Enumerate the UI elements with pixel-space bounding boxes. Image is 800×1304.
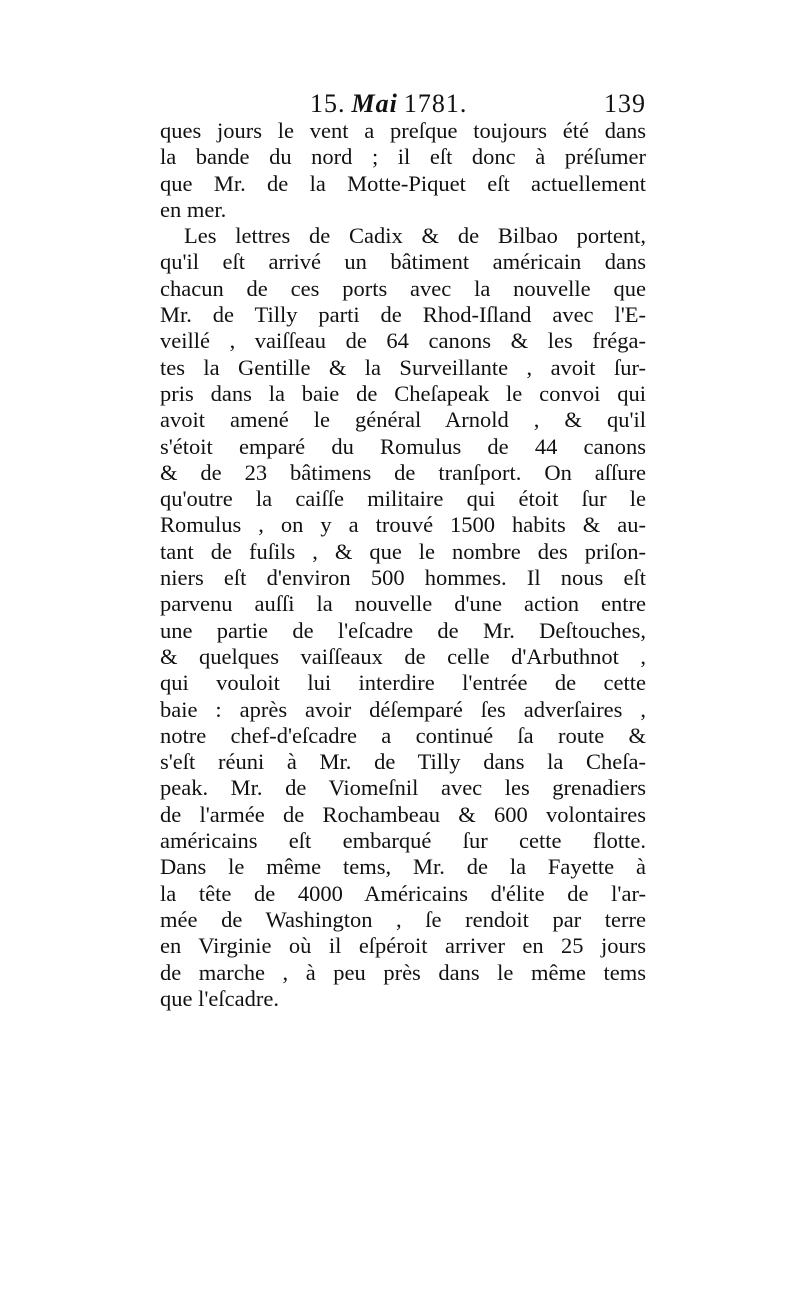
text-line: Mr. de Tilly parti de Rhod-Iſland avec l'E- — [160, 302, 646, 328]
text-line: que l'eſcadre. — [160, 985, 279, 1011]
text-line: qu'il eſt arrivé un bâtiment américain dans — [160, 249, 646, 275]
text-line: avoit amené le général Arnold , & qu'il — [160, 407, 646, 433]
body-text — [160, 118, 646, 1012]
text-line: la tête de 4000 Américains d'élite de l'ar- — [160, 880, 646, 906]
text-line: de marche , à peu près dans le même tems — [160, 959, 646, 985]
text-line: peak. Mr. de Viomeſnil avec les grenadiers — [160, 775, 646, 801]
date-day: 15. — [310, 89, 346, 118]
text-line: baie : après avoir déſemparé ſes adverſaires , — [160, 696, 646, 722]
paragraph — [160, 223, 646, 1012]
text-line: pris dans la baie de Cheſapeak le convoi qui — [160, 380, 646, 406]
text-line: niers eſt d'environ 500 hommes. Il nous eſt — [160, 565, 646, 591]
text-line: tes la Gentille & la Surveillante , avoit ſur- — [160, 354, 646, 380]
text-line: notre chef-d'eſcadre a continué ſa route & — [160, 722, 646, 748]
page-number: 139 — [604, 89, 646, 118]
text-line: mée de Washington , ſe rendoit par terre — [160, 906, 646, 932]
running-head — [160, 86, 646, 122]
text-line: Romulus , on y a trouvé 1500 habits & au- — [160, 512, 646, 538]
text-line: s'étoit emparé du Romulus de 44 canons — [160, 433, 646, 459]
text-line: qui vouloit lui interdire l'entrée de cette — [160, 670, 646, 696]
text-line: de l'armée de Rochambeau & 600 volontaires — [160, 801, 646, 827]
text-line: & quelques vaiſſeaux de celle d'Arbuthnot , — [160, 643, 646, 669]
text-line: Les lettres de Cadix & de Bilbao portent, — [184, 223, 646, 249]
text-line: veillé , vaiſſeau de 64 canons & les fréga- — [160, 328, 646, 354]
text-line: en Virginie où il eſpéroit arriver en 25 jours — [160, 933, 646, 959]
page-date — [310, 86, 467, 122]
text-line: tant de fuſils , & que le nombre des priſon- — [160, 538, 646, 564]
text-line: en mer. — [160, 196, 227, 222]
date-month: Mai — [351, 89, 398, 118]
text-line: parvenu auſſi la nouvelle d'une action entre — [160, 591, 646, 617]
text-line: la bande du nord ; il eſt donc à préſumer — [160, 144, 646, 170]
text-line: ques jours le vent a preſque toujours été dans — [160, 118, 646, 143]
text-line: Dans le même tems, Mr. de la Fayette à — [160, 854, 646, 880]
text-line: une partie de l'eſcadre de Mr. Deſtouches, — [160, 617, 646, 643]
text-line: chacun de ces ports avec la nouvelle que — [160, 275, 646, 301]
text-line: que Mr. de la Motte-Piquet eſt actuellement — [160, 170, 646, 196]
date-year: 1781. — [403, 89, 468, 118]
text-line: & de 23 bâtimens de tranſport. On aſſure — [160, 459, 646, 485]
text-line: américains eſt embarqué ſur cette flotte. — [160, 828, 646, 854]
paragraph — [160, 118, 646, 223]
text-line: qu'outre la caiſſe militaire qui étoit ſur le — [160, 486, 646, 512]
text-line: s'eſt réuni à Mr. de Tilly dans la Cheſa- — [160, 749, 646, 775]
